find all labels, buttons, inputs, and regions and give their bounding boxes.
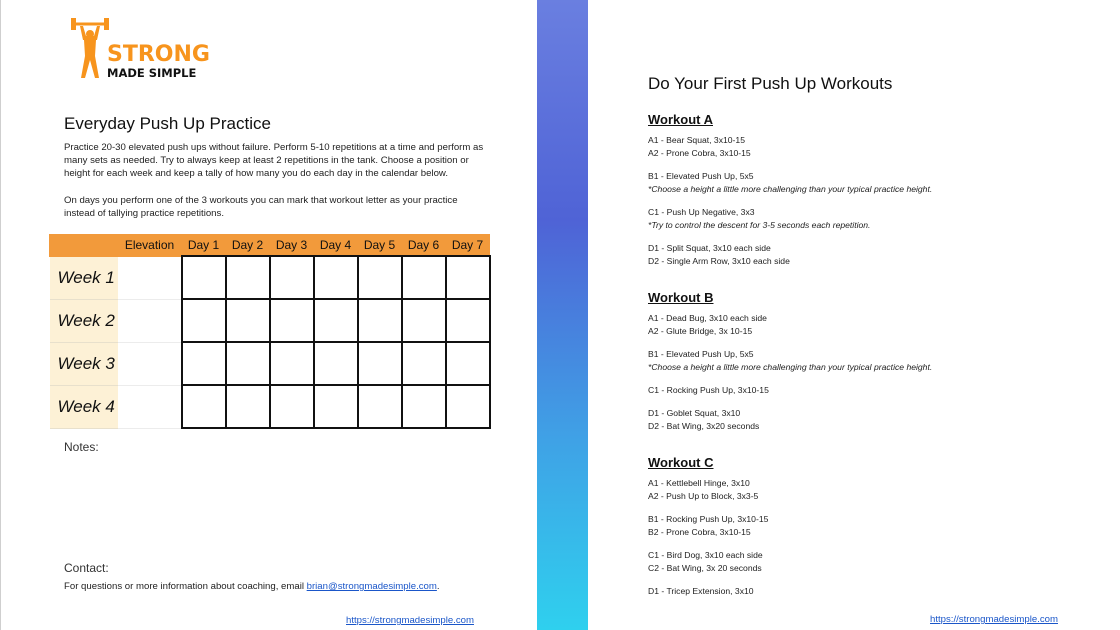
day-4-cell[interactable] — [314, 385, 358, 428]
day-4-cell[interactable] — [314, 342, 358, 385]
workout-heading: Workout B — [648, 290, 714, 305]
exercise-note: *Try to control the descent for 3-5 seconds each repetition. — [648, 220, 871, 230]
right-page — [588, 0, 1120, 630]
exercise-group — [648, 384, 1088, 397]
exercise-line: C2 - Bat Wing, 3x 20 seconds — [648, 563, 762, 573]
exercise-group — [648, 348, 1088, 374]
table-row — [50, 342, 490, 385]
day-3-cell[interactable] — [270, 299, 314, 342]
notes-label: Notes: — [64, 440, 99, 454]
contact-text-lead: For questions or more information about coaching, email — [64, 581, 307, 592]
left-page — [0, 0, 537, 630]
exercise-line: B1 - Rocking Push Up, 3x10-15 — [648, 514, 769, 524]
header-elevation: Elevation — [118, 235, 182, 257]
exercise-note: *Choose a height a little more challenging than your typical practice height. — [648, 362, 933, 372]
workouts-title: Do Your First Push Up Workouts — [648, 74, 893, 93]
exercise-group — [648, 170, 1088, 196]
exercise-line: C1 - Rocking Push Up, 3x10-15 — [648, 385, 769, 395]
exercise-line: A1 - Bear Squat, 3x10-15 — [648, 135, 745, 145]
day-2-cell[interactable] — [226, 342, 270, 385]
day-1-cell[interactable] — [182, 385, 226, 428]
exercise-group — [648, 549, 1088, 575]
header-day-1: Day 1 — [182, 235, 226, 257]
exercise-group — [648, 513, 1088, 539]
exercise-line: D2 - Bat Wing, 3x20 seconds — [648, 421, 760, 431]
header-day-7: Day 7 — [446, 235, 490, 257]
workout-section — [648, 112, 1088, 278]
table-row — [50, 256, 490, 299]
day-2-cell[interactable] — [226, 299, 270, 342]
elevation-cell[interactable] — [118, 256, 182, 299]
day-6-cell[interactable] — [402, 342, 446, 385]
exercise-group — [648, 407, 1088, 433]
exercise-line: B2 - Prone Cobra, 3x10-15 — [648, 527, 751, 537]
day-3-cell[interactable] — [270, 342, 314, 385]
page-title: Everyday Push Up Practice — [64, 114, 271, 133]
day-1-cell[interactable] — [182, 299, 226, 342]
exercise-line: D2 - Single Arm Row, 3x10 each side — [648, 256, 790, 266]
day-6-cell[interactable] — [402, 256, 446, 299]
week-label: Week 1 — [50, 256, 118, 299]
logo — [69, 14, 219, 86]
instructions-paragraph: Practice 20-30 elevated push ups without failure. Perform 5-10 repetitions at a time and perform as many sets as needed. Try to always keep at least 2 repetitions in the tank. Choose a position or height for each week and keep a tally of how many you do each day in the calendar below. — [64, 142, 484, 179]
contact-text — [64, 581, 440, 592]
exercise-group — [648, 242, 1088, 268]
exercise-line: D1 - Goblet Squat, 3x10 — [648, 408, 741, 418]
day-1-cell[interactable] — [182, 256, 226, 299]
table-row — [50, 299, 490, 342]
contact-text-end: . — [436, 581, 440, 592]
day-7-cell[interactable] — [446, 342, 490, 385]
workout-section — [648, 455, 1088, 608]
week-label: Week 3 — [50, 342, 118, 385]
exercise-line: C1 - Push Up Negative, 3x3 — [648, 207, 755, 217]
workout-section — [648, 290, 1088, 443]
elevation-cell[interactable] — [118, 342, 182, 385]
week-label: Week 2 — [50, 299, 118, 342]
logo-line-strong: STRONG — [107, 42, 210, 67]
logo-line-made-simple: MADE SIMPLE — [107, 66, 197, 80]
exercise-line: B1 - Elevated Push Up, 5x5 — [648, 349, 754, 359]
header-day-6: Day 6 — [402, 235, 446, 257]
table-row — [50, 385, 490, 428]
exercise-line: D1 - Tricep Extension, 3x10 — [648, 586, 754, 596]
exercise-note: *Choose a height a little more challenging than your typical practice height. — [648, 184, 933, 194]
day-6-cell[interactable] — [402, 299, 446, 342]
tracker-body — [50, 256, 490, 428]
contact-email-link[interactable]: brian@strongmadesimple.com — [306, 581, 437, 592]
day-7-cell[interactable] — [446, 299, 490, 342]
exercise-group — [648, 206, 1088, 232]
day-6-cell[interactable] — [402, 385, 446, 428]
exercise-group — [648, 477, 1088, 503]
day-5-cell[interactable] — [358, 385, 402, 428]
exercise-group — [648, 585, 1088, 598]
exercise-line: A1 - Dead Bug, 3x10 each side — [648, 313, 767, 323]
website-link[interactable]: https://strongmadesimple.com — [346, 615, 474, 626]
exercise-line: B1 - Elevated Push Up, 5x5 — [648, 171, 754, 181]
contact-label: Contact: — [64, 561, 109, 575]
logo-wordmark — [107, 44, 210, 80]
day-2-cell[interactable] — [226, 385, 270, 428]
day-4-cell[interactable] — [314, 299, 358, 342]
elevation-cell[interactable] — [118, 385, 182, 428]
exercise-line: A2 - Prone Cobra, 3x10-15 — [648, 148, 751, 158]
week-label: Week 4 — [50, 385, 118, 428]
day-4-cell[interactable] — [314, 256, 358, 299]
exercise-group — [648, 312, 1088, 338]
day-5-cell[interactable] — [358, 299, 402, 342]
header-day-4: Day 4 — [314, 235, 358, 257]
header-day-3: Day 3 — [270, 235, 314, 257]
exercise-line: A1 - Kettlebell Hinge, 3x10 — [648, 478, 750, 488]
practice-tracker-table — [49, 234, 491, 429]
day-1-cell[interactable] — [182, 342, 226, 385]
table-header-row — [50, 235, 490, 257]
day-3-cell[interactable] — [270, 385, 314, 428]
day-7-cell[interactable] — [446, 385, 490, 428]
elevation-cell[interactable] — [118, 299, 182, 342]
exercise-line: A2 - Glute Bridge, 3x 10-15 — [648, 326, 753, 336]
exercise-group — [648, 134, 1088, 160]
exercise-line: A2 - Push Up to Block, 3x3-5 — [648, 491, 759, 501]
day-7-cell[interactable] — [446, 256, 490, 299]
exercise-line: D1 - Split Squat, 3x10 each side — [648, 243, 771, 253]
header-day-2: Day 2 — [226, 235, 270, 257]
header-corner — [50, 235, 118, 257]
day-2-cell[interactable] — [226, 256, 270, 299]
workout-heading: Workout A — [648, 112, 713, 127]
website-link-right[interactable]: https://strongmadesimple.com — [930, 614, 1058, 625]
day-5-cell[interactable] — [358, 342, 402, 385]
header-day-5: Day 5 — [358, 235, 402, 257]
workout-heading: Workout C — [648, 455, 714, 470]
day-3-cell[interactable] — [270, 256, 314, 299]
day-5-cell[interactable] — [358, 256, 402, 299]
workout-note-paragraph: On days you perform one of the 3 workouts you can mark that workout letter as your practice instead of tallying practice repetitions. — [64, 195, 458, 219]
exercise-line: C1 - Bird Dog, 3x10 each side — [648, 550, 763, 560]
